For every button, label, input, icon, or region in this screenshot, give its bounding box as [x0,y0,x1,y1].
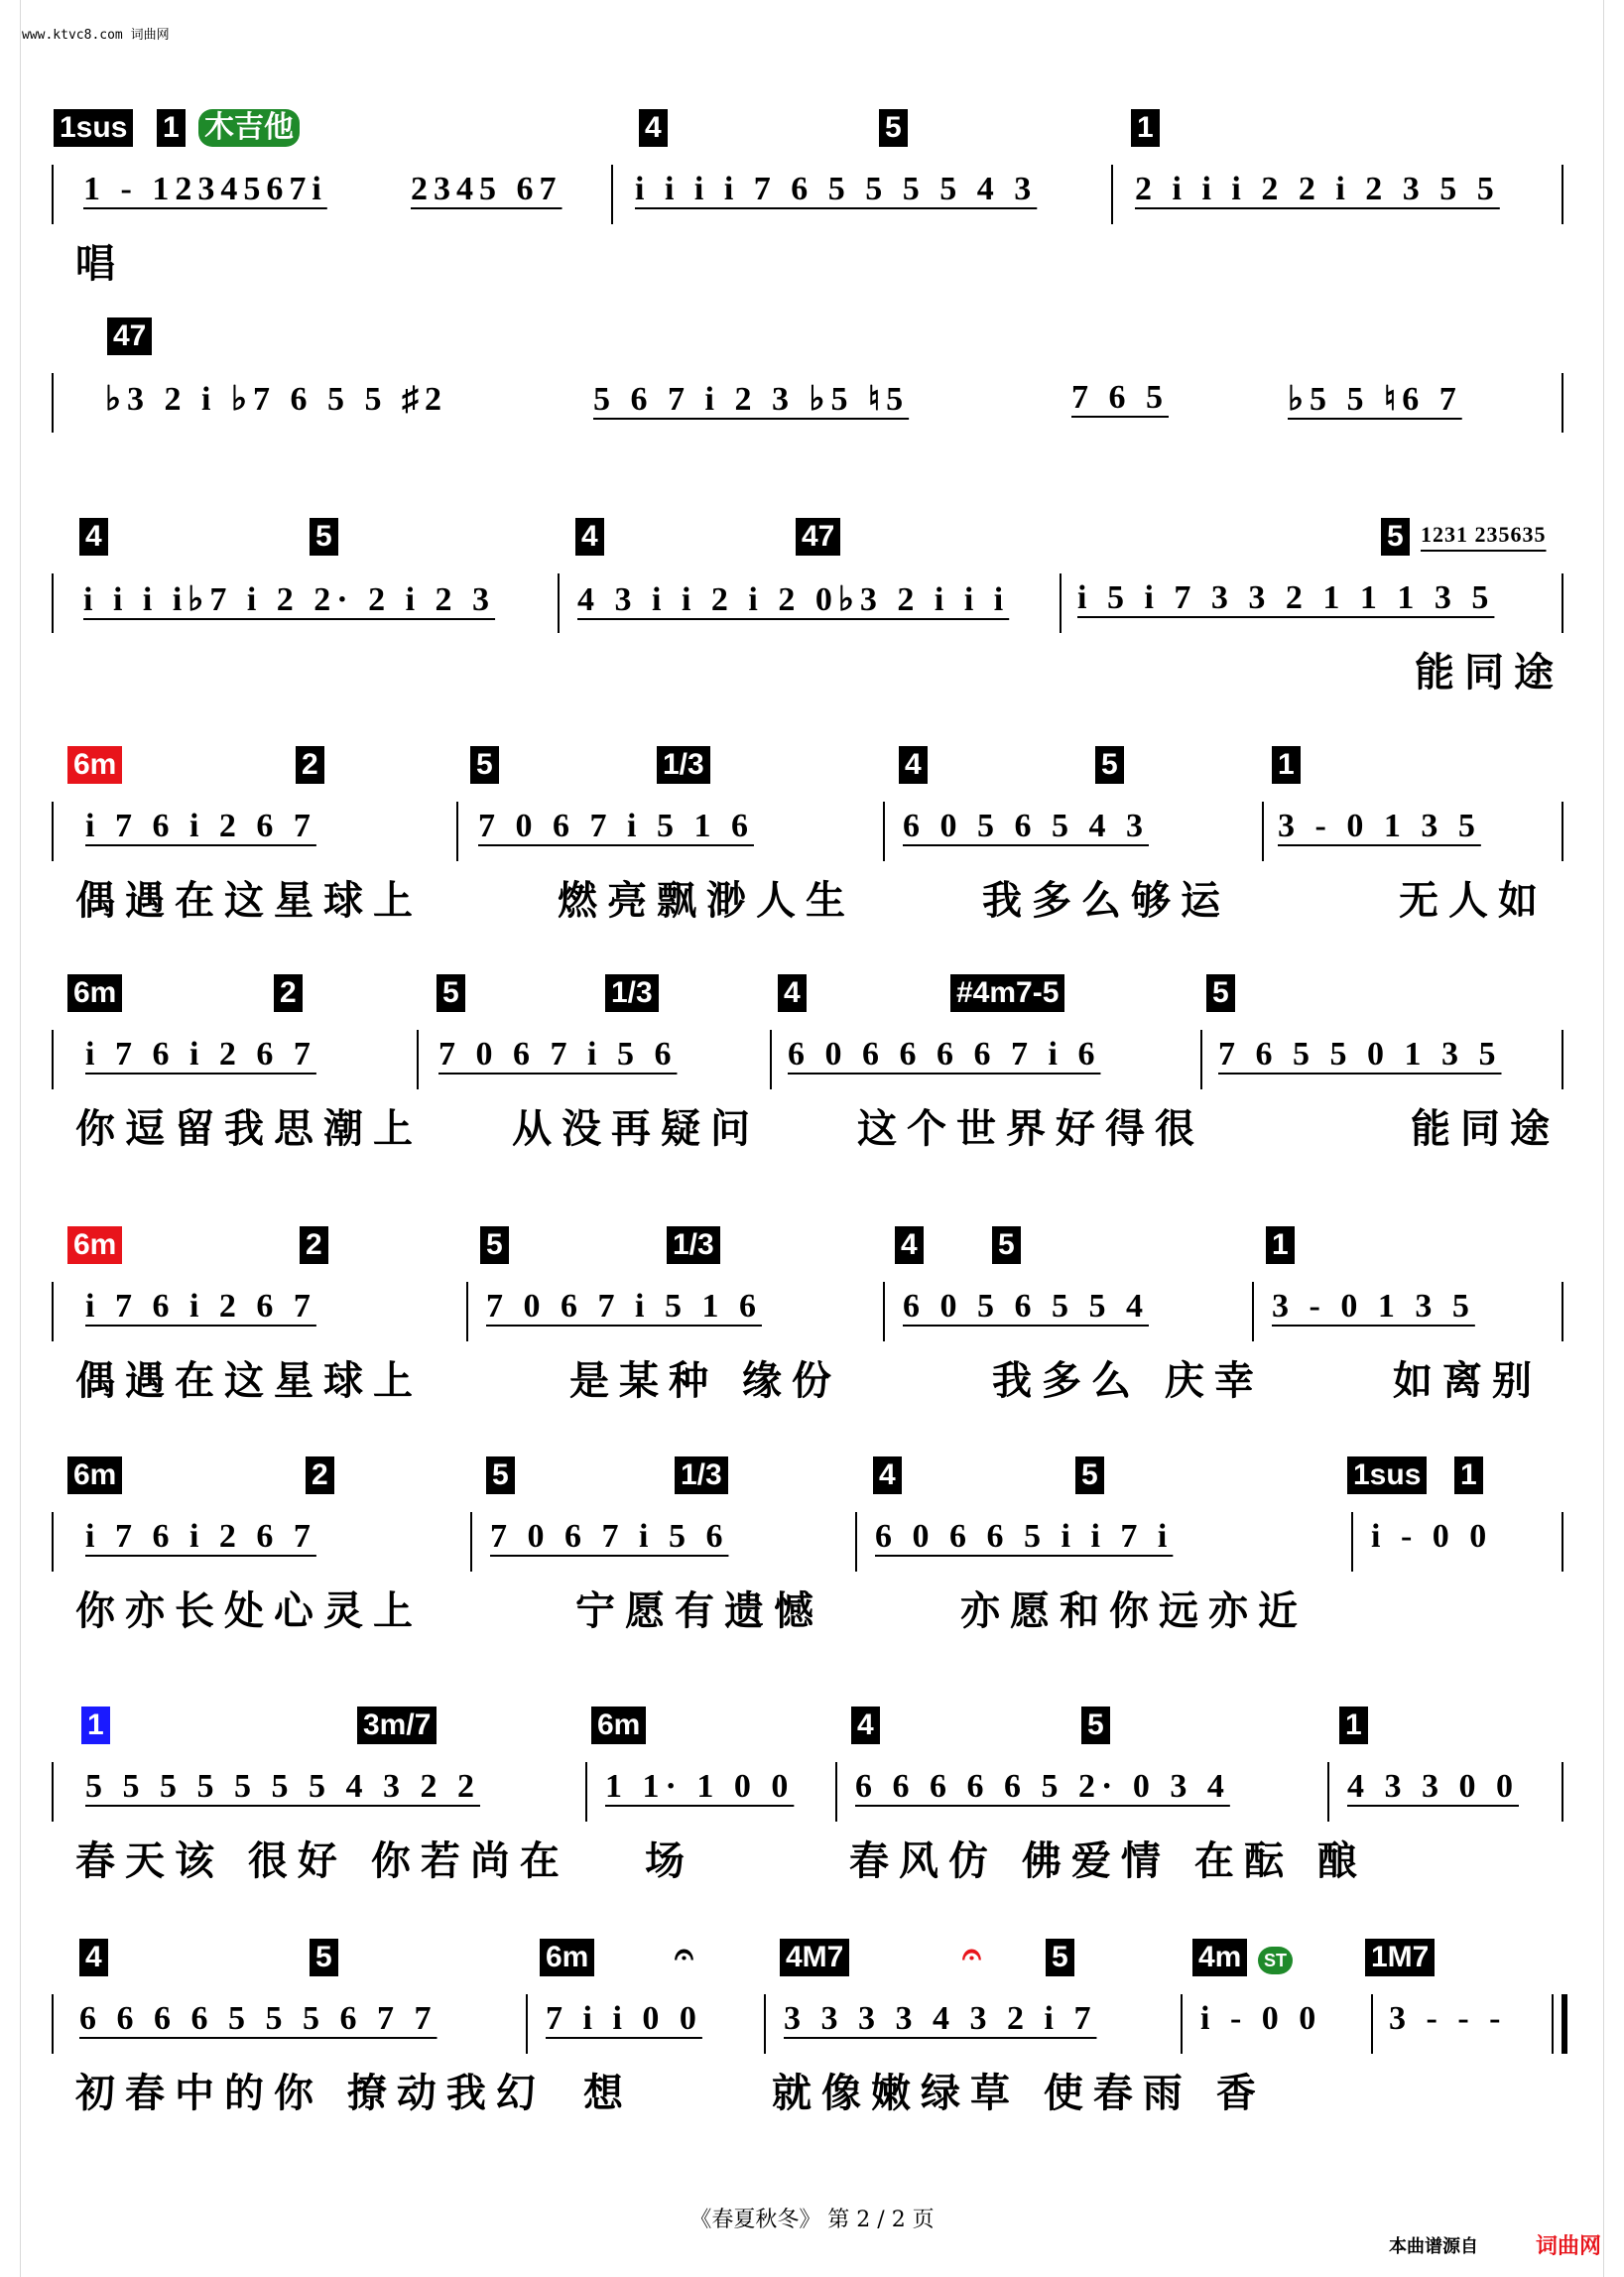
lyric-text: 燃亮飘渺人生 [558,878,855,924]
bar-line [883,802,885,861]
chord-tag: 4m [1192,1939,1247,1976]
bar-line [417,1030,419,1089]
chord-tag: 4 [575,518,604,556]
chord-tag: 5 [879,109,908,147]
notes-measure: 7 6 5 5 0 1 3 5 [1218,1036,1502,1073]
bar-line [1552,1994,1554,2054]
chord-tag: 1 [1339,1707,1368,1744]
chord-tag: 47 [796,518,840,556]
lyric-text: 偶遇在这星球上 [75,1358,423,1404]
bar-line [1562,573,1563,633]
notes-measure: 3 - 0 1 3 5 [1278,808,1481,844]
bar-line [526,1994,528,2054]
site-header: www.ktvc8.com 词曲网 [22,28,170,43]
chord-tag: 1 [81,1707,110,1744]
chord-tag: 4M7 [780,1939,849,1976]
notes-measure: i i i i 7 6 5 5 5 5 4 3 [635,171,1038,207]
bar-line [1562,1030,1563,1089]
bar-line [52,1994,54,2054]
chord-tag: 5 [1381,518,1410,556]
notes-measure: 7 0 6 7 i 5 1 6 [478,808,754,844]
lyric-text: 这个世界好得很 [857,1106,1204,1152]
notes-measure: i 7 6 i 2 6 7 [85,1518,316,1555]
bar-line [52,573,54,633]
bar-line [52,165,54,224]
chord-tag: 2 [300,1226,328,1264]
notes-measure: 4 3 3 0 0 [1347,1768,1519,1805]
bar-line [883,1282,885,1341]
chord-tag: 4 [639,109,668,147]
lyric-text: 春天该 很好 你若尚在 [75,1838,569,1884]
chord-tag: 3m/7 [357,1707,437,1744]
staff-line [50,1282,1577,1341]
bar-line [1111,165,1113,224]
staff-line [50,1512,1577,1572]
source-logo[interactable]: 词曲网 [1536,2234,1602,2259]
bar-line [52,1762,54,1822]
lyric-text: 亦愿和你远亦近 [960,1588,1308,1634]
source-note: 本曲谱源自 [1389,2236,1478,2257]
bar-line [1181,1994,1183,2054]
staff-line [50,373,1577,433]
chord-tag: #4m7-5 [950,974,1064,1012]
chord-tag: 4 [851,1707,880,1744]
bar-line [52,802,54,861]
lyric-text: 场 [645,1838,694,1884]
staff-line [50,1994,1577,2054]
notes-measure: 2345 67 [411,171,562,207]
chord-tag: 4 [873,1456,902,1494]
bar-line [52,1282,54,1341]
bar-line [585,1762,587,1822]
chord-tag: 6m [67,1456,122,1494]
lyric-text: 如离别 [1393,1358,1542,1404]
chord-tag: 5 [470,746,499,784]
notes-measure: 3 - - - [1389,2000,1507,2037]
lyric-text: 我多么够运 [982,878,1230,924]
chord-tag: 1 [1131,109,1160,147]
notes-measure: i i i i♭7 i 2 2· 2 i 2 3 [83,581,496,618]
notes-measure: i - 0 0 [1200,2000,1322,2037]
chord-tag: 4 [895,1226,924,1264]
chord-tag: 5 [310,1939,338,1976]
fermata-icon: 𝄐 [675,1935,693,1974]
notes-measure: 6 0 6 6 6 6 7 i 6 [788,1036,1101,1073]
notes-measure: 4 3 i i 2 i 2 0♭3 2 i i i [577,581,1010,618]
lyric-text: 春风仿 佛爱情 在酝 酿 [849,1838,1367,1884]
notes-measure: 6 6 6 6 5 5 5 6 7 7 [79,2000,437,2037]
bar-line [1262,802,1264,861]
lyric-text: 就像嫩绿草 使春雨 香 [772,2071,1266,2116]
bar-line [52,1030,54,1089]
bar-line [52,373,54,433]
chord-tag: 5 [1075,1456,1104,1494]
notes-measure: 3 - 0 1 3 5 [1272,1288,1475,1325]
chord-tag: 5 [310,518,338,556]
notes-measure: i - 0 0 [1371,1518,1493,1555]
bar-line [1060,573,1062,633]
chord-tag: 6m [67,746,122,784]
chord-tag: 5 [1095,746,1124,784]
bar-line [470,1512,472,1572]
instrument-tag: 木吉他 [198,109,300,147]
staff-line [50,1030,1577,1089]
notes-measure: 7 6 5 [1071,379,1169,416]
chord-tag: 2 [274,974,303,1012]
notes-measure: i 7 6 i 2 6 7 [85,1288,316,1325]
lyric-text: 你逗留我思潮上 [75,1106,423,1152]
chord-tag: 4 [899,746,928,784]
chord-tag: 6m [67,1226,122,1264]
notes-measure: 6 6 6 6 6 5 2· 0 3 4 [855,1768,1230,1805]
notes-measure: i 7 6 i 2 6 7 [85,808,316,844]
chord-tag: 1 [1454,1456,1483,1494]
chord-tag: 5 [486,1456,515,1494]
lyric-text: 无人如 [1399,878,1548,924]
chord-tag: 1 [1266,1226,1295,1264]
bar-line [1351,1512,1353,1572]
chord-tag: 1M7 [1365,1939,1435,1976]
bar-line [611,165,613,224]
lyric-text: 初春中的你 撩动我幻 [75,2071,546,2116]
notes-measure: 1 1· 1 0 0 [605,1768,795,1805]
notes-measure: 5 6 7 i 2 3 ♭5 ♮5 [593,381,910,418]
bar-line [1327,1762,1329,1822]
notes-measure: 6 0 5 6 5 5 4 [903,1288,1149,1325]
bar-line [456,802,458,861]
lyric-text: 宁愿有遗憾 [575,1588,823,1634]
chord-tag: 5 [437,974,465,1012]
notes-measure: 3 3 3 3 4 3 2 i 7 [784,2000,1097,2037]
staff-line [50,165,1577,224]
bar-line [1252,1282,1254,1341]
fermata-red-icon: 𝄐 [962,1935,981,1974]
chord-tag: 1sus [1347,1456,1427,1494]
notes-measure: 7 i i 0 0 [546,2000,702,2037]
bar-line [1562,1512,1563,1572]
notes-measure: 6 0 5 6 5 4 3 [903,808,1149,844]
bar-line [1562,1762,1563,1822]
staff-line [50,1762,1577,1822]
lyric-text: 唱 [75,241,125,287]
chord-tag: 1/3 [605,974,659,1012]
left-margin-strip [0,0,21,2277]
chord-tag: 6m [591,1707,646,1744]
chord-tag: 5 [1081,1707,1110,1744]
notes-measure: ♭5 5 ♮6 7 [1288,381,1462,418]
bar-line [855,1512,857,1572]
notes-measure: 5 5 5 5 5 5 5 4 3 2 2 [85,1768,480,1805]
bar-line [1562,802,1563,861]
bar-line [764,1994,766,2054]
lyric-text: 是某种 缘份 [569,1358,841,1404]
notes-measure: 1 - 1234567i [83,171,327,207]
chord-tag: 1/3 [667,1226,720,1264]
grace-notes: 1231 235635 [1421,522,1547,547]
lyric-text: 从没再疑问 [512,1106,760,1152]
chord-tag: 2 [296,746,324,784]
notes-measure: ♭3 2 i ♭7 6 5 5 ♯2 [105,381,448,418]
chord-tag: 2 [306,1456,334,1494]
lyric-text: 偶遇在这星球上 [75,878,423,924]
chord-tag: 5 [1046,1939,1074,1976]
bar-line [1562,165,1563,224]
chord-tag: 1 [1272,746,1301,784]
technique-tag: ST [1258,1947,1293,1974]
notes-measure: 7 0 6 7 i 5 6 [490,1518,729,1555]
chord-tag: 5 [1206,974,1235,1012]
lyric-text: 想 [583,2071,633,2116]
notes-measure: 6 0 6 6 5 i i 7 i [875,1518,1174,1555]
bar-line [835,1762,837,1822]
chord-tag: 5 [480,1226,509,1264]
chord-tag: 6m [67,974,122,1012]
chord-tag: 4 [79,1939,108,1976]
notes-measure: 2 i i i 2 2 i 2 3 5 5 [1135,171,1500,207]
bar-line [1562,1282,1563,1341]
bar-line [558,573,560,633]
bar-line [1200,1030,1202,1089]
chord-tag: 4 [79,518,108,556]
bar-line [770,1030,772,1089]
final-bar-line [1562,1994,1567,2054]
bar-line [1562,373,1563,433]
notes-measure: i 5 i 7 3 3 2 1 1 1 3 5 [1077,579,1495,616]
chord-tag: 4 [778,974,807,1012]
staff-line [50,573,1577,633]
notes-measure: 7 0 6 7 i 5 1 6 [486,1288,762,1325]
chord-tag: 1/3 [657,746,710,784]
chord-tag: 1 [157,109,186,147]
page-footer: 《春夏秋冬》 第 2 / 2 页 [689,2208,935,2232]
staff-line [50,802,1577,861]
lyric-text: 我多么 庆幸 [992,1358,1264,1404]
lyric-text: 能同途 [1415,650,1563,696]
notes-measure: i 7 6 i 2 6 7 [85,1036,316,1073]
lyric-text: 能同途 [1411,1106,1560,1152]
lyric-text: 你亦长处心灵上 [75,1588,423,1634]
chord-tag: 47 [107,317,152,355]
chord-tag: 5 [992,1226,1021,1264]
bar-line [52,1512,54,1572]
bar-line [1371,1994,1373,2054]
chord-tag: 6m [540,1939,594,1976]
bar-line [466,1282,468,1341]
chord-tag: 1/3 [675,1456,728,1494]
chord-tag: 1sus [54,109,133,147]
right-margin-strip [1603,0,1624,2277]
notes-measure: 7 0 6 7 i 5 6 [438,1036,678,1073]
